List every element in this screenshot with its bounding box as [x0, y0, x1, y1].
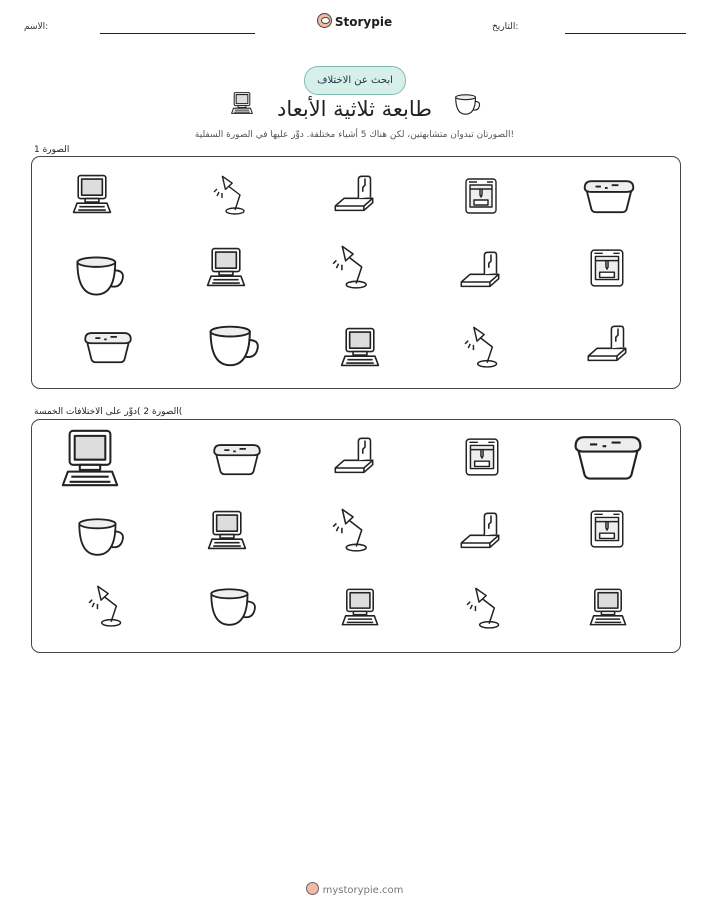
desk-lamp-icon	[88, 582, 130, 630]
scanner-icon	[585, 321, 629, 369]
computer-icon	[337, 323, 383, 371]
footer-url[interactable]: mystorypie.com	[322, 885, 404, 896]
3d-printer-icon	[586, 245, 628, 291]
instructions: الصورتان تبدوان متشابهتين، لكن هناك 5 أشياء مختلفة. دوِّر عليها في الصورة السفلية!	[194, 130, 515, 140]
desk-lamp-icon	[464, 323, 506, 371]
desk-lamp-icon	[213, 172, 253, 218]
computer-icon	[586, 584, 630, 630]
page-title: طابعة ثلاثية الأبعاد	[276, 97, 433, 121]
3d-printer-icon	[461, 434, 503, 480]
storypie-mascot-icon	[317, 13, 332, 28]
scanner-icon	[332, 172, 376, 218]
picture1-label: الصورة 1	[34, 145, 70, 155]
food-container-icon	[572, 430, 644, 484]
picture2-label: الصورة 2 )دوِّر على الاختلافات الخمسة(	[34, 407, 183, 417]
desk-lamp-icon	[332, 243, 376, 291]
computer-icon	[338, 584, 382, 630]
scanner-icon	[332, 433, 376, 481]
food-container-icon	[209, 440, 265, 478]
desk-lamp-icon	[332, 506, 376, 554]
mug-icon	[74, 516, 126, 560]
computer-icon	[204, 506, 250, 554]
mug-icon	[206, 586, 258, 630]
mug-icon	[452, 93, 482, 117]
3d-printer-icon	[586, 506, 628, 552]
3d-printer-icon	[461, 174, 501, 218]
footer-brand	[0, 882, 709, 896]
name-label: الاسم:	[24, 22, 49, 32]
computer-icon	[69, 170, 115, 218]
find-difference-badge: ابحث عن الاختلاف	[304, 66, 406, 95]
scanner-icon	[458, 508, 502, 556]
food-container-icon	[80, 328, 136, 366]
storypie-mascot-icon	[306, 882, 319, 895]
mug-icon	[205, 323, 261, 371]
desk-lamp-icon	[466, 584, 508, 632]
food-container-icon	[582, 175, 636, 217]
scanner-icon	[458, 247, 502, 295]
picture1-panel	[31, 156, 681, 389]
storypie-logo: Storypie	[0, 13, 709, 29]
name-line[interactable]	[100, 33, 255, 34]
computer-icon	[203, 243, 249, 291]
date-line[interactable]	[565, 33, 686, 34]
computer-icon	[228, 90, 256, 116]
mug-icon	[72, 253, 126, 301]
picture2-panel[interactable]	[31, 419, 681, 653]
computer-icon	[56, 424, 124, 492]
date-label: التاريخ:	[492, 22, 519, 32]
